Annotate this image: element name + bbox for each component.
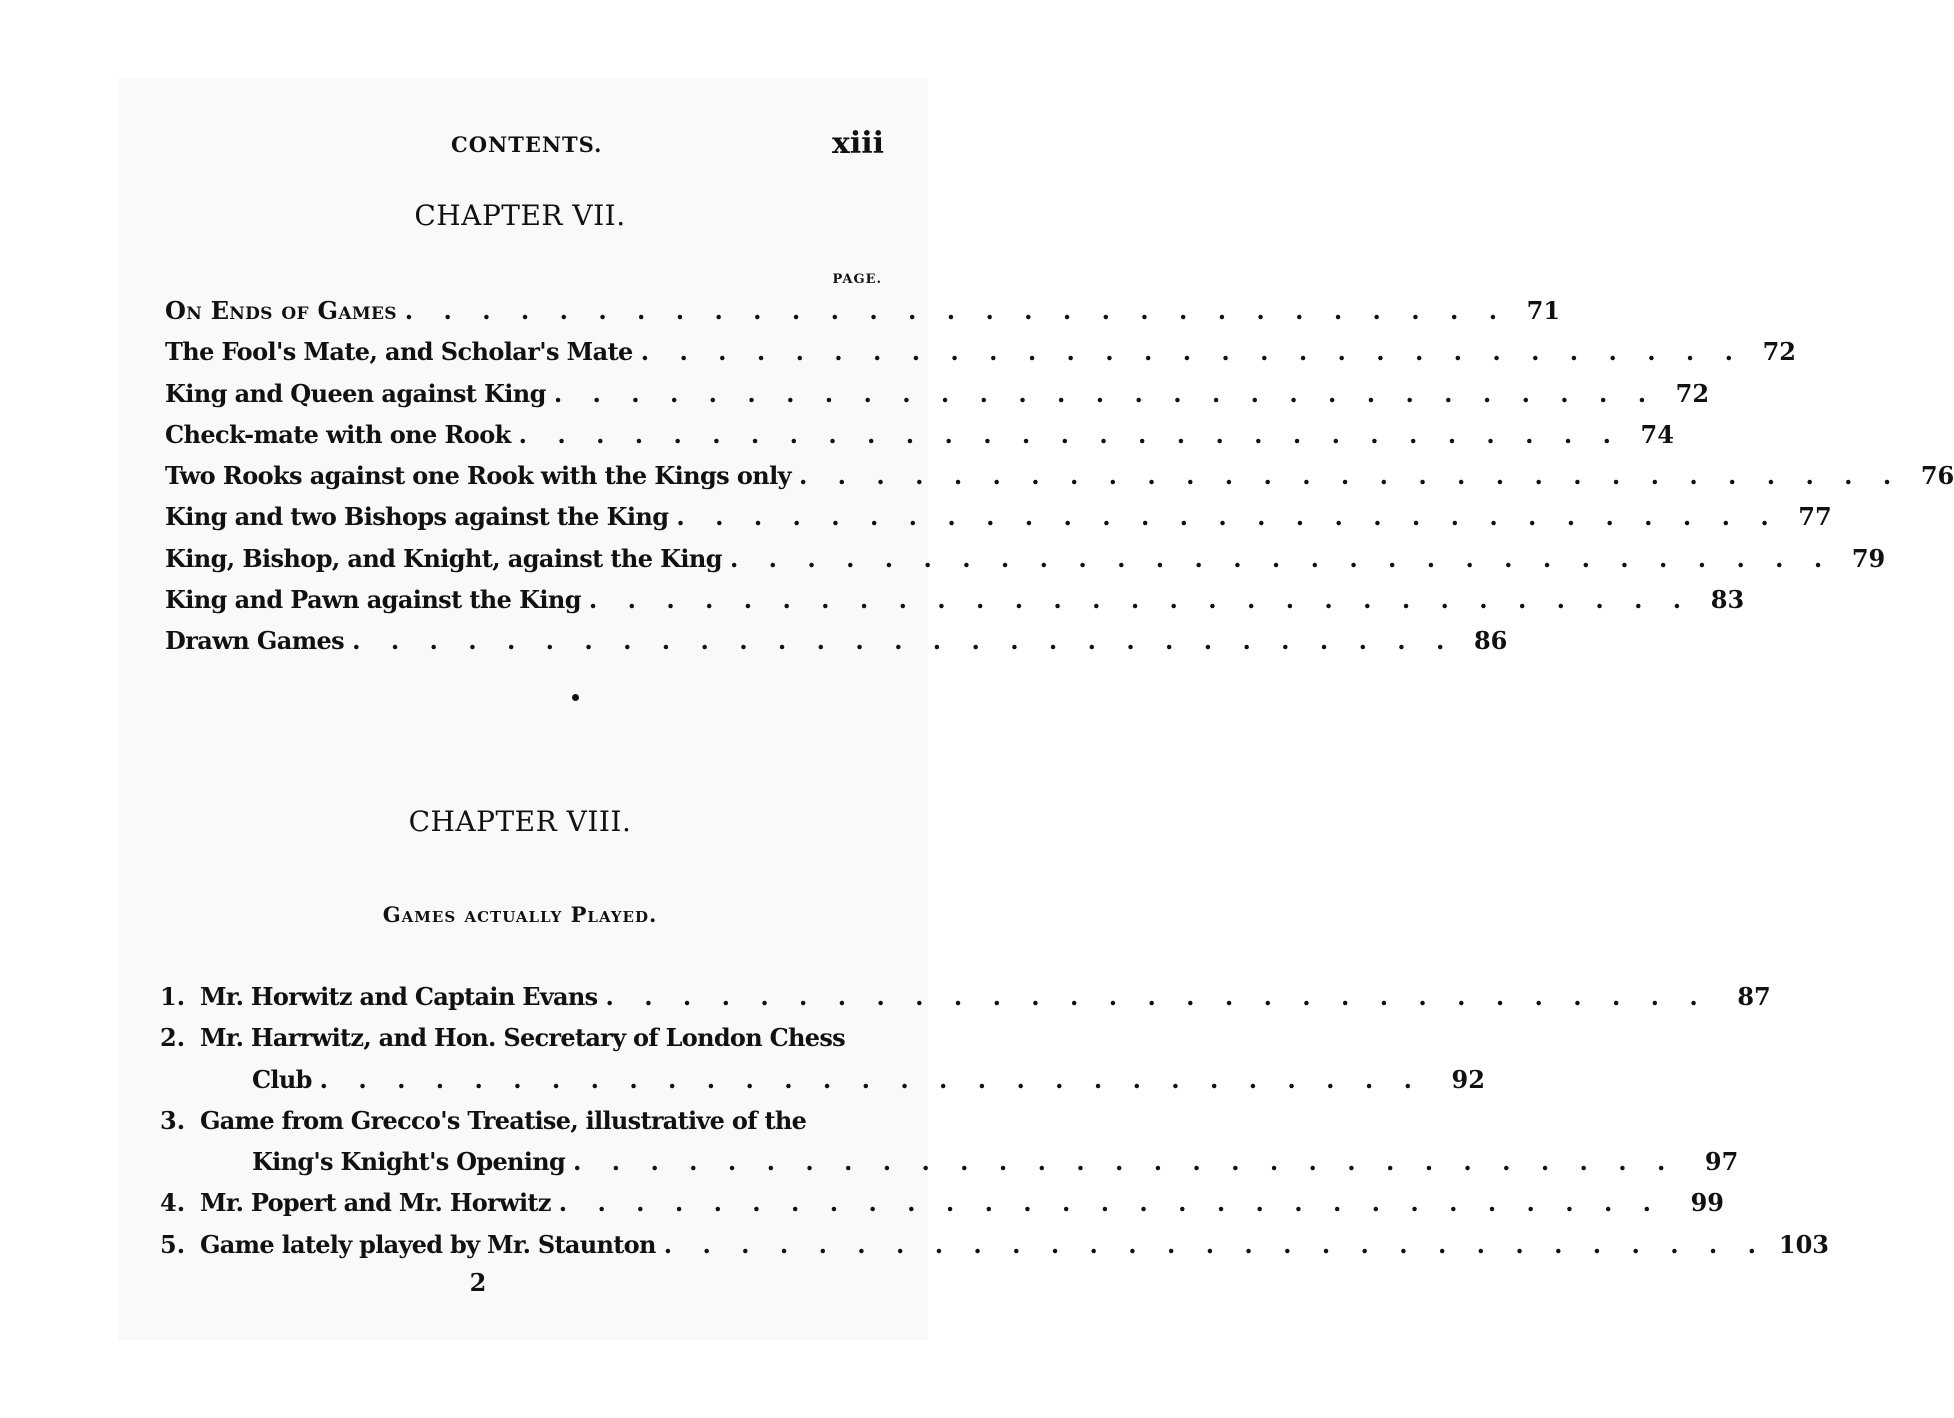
chapter-vii-heading: CHAPTER VII. <box>414 199 626 232</box>
toc-entry[interactable] <box>165 296 1561 337</box>
running-head <box>0 128 1000 168</box>
chapter-viii-subheading: Games actually Played. <box>382 902 658 927</box>
game-title-continued: Club <box>252 1064 312 1094</box>
game-title: Mr. Harrwitz, and Hon. Secretary of London Chess <box>200 1023 845 1053</box>
game-entry[interactable] <box>160 1229 1829 1271</box>
chapter-viii-heading: CHAPTER VIII. <box>408 805 632 838</box>
toc-entry-page: 77 <box>1798 502 1832 532</box>
signature-mark: 2 <box>469 1268 487 1297</box>
toc-entry-title: Two Rooks against one Rook with the Kings only <box>165 461 791 491</box>
dot-leader: . . . . . . . . . . . . . . . . . . . . . . . . . . . . . <box>553 378 1658 408</box>
toc-entry[interactable] <box>165 585 1745 626</box>
game-line-continued <box>160 1064 1485 1106</box>
game-line <box>160 1229 1829 1271</box>
toc-entry-title: Check-mate with one Rook <box>165 419 511 449</box>
toc-entry-title: King, Bishop, and Knight, against the King <box>165 543 722 573</box>
dot-leader: . . . . . . . . . . . . . . . . . . . . . . . . . . . . . <box>676 502 1780 532</box>
running-title: CONTENTS. <box>451 132 603 157</box>
game-number: 2. <box>160 1023 186 1053</box>
dot-leader: . . . . . . . . . . . . . . . . . . . . . . . . . . . . . <box>518 419 1622 449</box>
printer-dot-mark <box>572 694 579 701</box>
game-line <box>160 1023 882 1064</box>
dot-leader: . . . . . . . . . . . . . . . . . . . . . . . . . . . . . <box>404 296 1509 325</box>
dot-leader: . . . . . . . . . . . . . . . . . . . . . . . . . . . . . <box>352 626 1456 656</box>
game-line-continued <box>160 1147 1739 1188</box>
game-title: Game from Grecco's Treatise, illustrative of the <box>200 1105 807 1135</box>
game-number: 3. <box>160 1105 186 1135</box>
chapter-vii-entries <box>165 296 1954 668</box>
game-number: 1. <box>160 982 186 1011</box>
game-line <box>160 1106 882 1147</box>
dot-leader: . . . . . . . . . . . . . . . . . . . . . . . . . . . . . <box>319 1064 1423 1094</box>
toc-entry-page: 72 <box>1675 378 1710 408</box>
toc-entry[interactable] <box>165 502 1832 543</box>
toc-entry-page: 71 <box>1526 296 1561 325</box>
game-number: 5. <box>160 1229 186 1259</box>
game-entry[interactable] <box>160 1188 1725 1229</box>
toc-entry-title: King and two Bishops against the King <box>165 502 669 532</box>
game-page: 87 <box>1737 982 1771 1011</box>
running-page-number: xiii <box>832 126 885 161</box>
toc-entry-page: 72 <box>1762 337 1796 367</box>
game-entry[interactable] <box>160 1023 1485 1106</box>
toc-entry-page: 74 <box>1640 419 1674 449</box>
game-title-continued: King's Knight's Opening <box>252 1147 566 1177</box>
dot-leader: . . . . . . . . . . . . . . . . . . . . . . . . . . . . . <box>663 1229 1767 1259</box>
game-page: 92 <box>1451 1064 1485 1094</box>
toc-entry[interactable] <box>165 461 1954 502</box>
toc-entry[interactable] <box>165 419 1674 461</box>
game-page: 103 <box>1778 1229 1829 1259</box>
toc-entry-title: On Ends of Games <box>165 296 397 325</box>
dot-leader: . . . . . . . . . . . . . . . . . . . . . . . . . . . . . <box>558 1188 1663 1218</box>
game-entry[interactable] <box>160 982 1771 1023</box>
game-title: Mr. Popert and Mr. Horwitz <box>200 1188 551 1218</box>
game-title: Mr. Horwitz and Captain Evans <box>200 982 598 1011</box>
game-title: Game lately played by Mr. Staunton <box>200 1229 656 1259</box>
toc-entry-page: 86 <box>1473 626 1508 656</box>
toc-entry[interactable] <box>165 543 1886 585</box>
chapter-viii-games <box>160 982 1829 1271</box>
game-number: 4. <box>160 1188 186 1218</box>
toc-entry-title: The Fool's Mate, and Scholar's Mate <box>165 337 633 367</box>
dot-leader: . . . . . . . . . . . . . . . . . . . . . . . . . . . . . <box>588 585 1693 615</box>
game-line <box>160 1188 1725 1229</box>
toc-entry-title: Drawn Games <box>165 626 345 656</box>
game-entry[interactable] <box>160 1105 1739 1189</box>
toc-entry[interactable] <box>165 626 1508 667</box>
page-column-label: PAGE. <box>832 272 882 287</box>
game-line <box>160 982 1771 1023</box>
toc-entry[interactable] <box>165 378 1710 420</box>
game-page: 97 <box>1704 1147 1739 1177</box>
dot-leader: . . . . . . . . . . . . . . . . . . . . . . . . . . . . . <box>573 1147 1677 1177</box>
toc-entry-title: King and Queen against King <box>165 378 546 408</box>
toc-entry[interactable] <box>165 337 1796 378</box>
game-page: 99 <box>1690 1188 1725 1218</box>
dot-leader: . . . . . . . . . . . . . . . . . . . . . . . . . . . . . <box>798 461 1903 491</box>
dot-leader: . . . . . . . . . . . . . . . . . . . . . . . . . . . . . <box>605 982 1709 1011</box>
toc-entry-page: 76 <box>1920 461 1954 491</box>
dot-leader: . . . . . . . . . . . . . . . . . . . . . . . . . . . . . <box>729 543 1834 573</box>
toc-entry-page: 79 <box>1851 543 1886 573</box>
dot-leader: . . . . . . . . . . . . . . . . . . . . . . . . . . . . . <box>640 337 1744 367</box>
toc-entry-title: King and Pawn against the King <box>165 585 581 615</box>
toc-entry-page: 83 <box>1710 585 1745 615</box>
